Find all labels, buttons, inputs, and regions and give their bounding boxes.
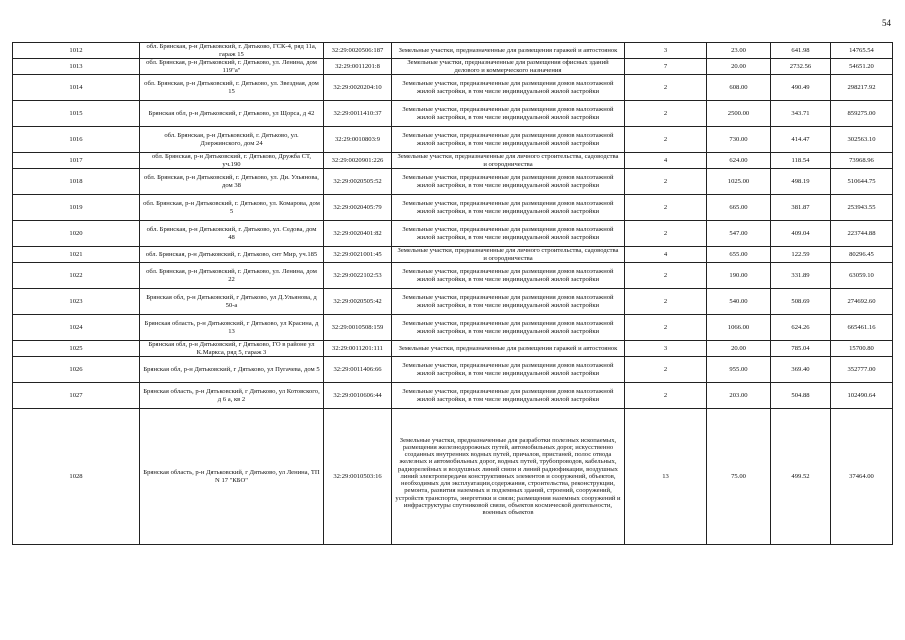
land-use-cell: Земельные участки, предназначенные для размещения домов малоэтажной жилой застройки, в том числе индивидуальной жилой застройки [392,195,625,221]
cadastral-value-cell: 37464.00 [831,409,893,545]
land-use-cell: Земельные участки, предназначенные для размещения гаражей и автостоянок [392,43,625,59]
group-cell: 13 [625,409,707,545]
table-row [13,43,893,59]
group-cell: 4 [625,153,707,169]
row-id: 1026 [13,357,140,383]
table-row [13,59,893,75]
cadastral-number-cell: 32:29:0021001:45 [324,247,392,263]
land-use-cell: Земельные участки, предназначенные для разработки полезных ископаемых, размещения железнодорожных путей, автомобильных дорог, искусственно созданных внутренних водных путей, причалов, пристаней, полос отвода железных и автомобильных дорог, водных путей, трубопроводов, кабельных, радиорелейных и воздушных линий связи и линий радиофикации, воздушных линий электропередачи конструктивных элементов и сооружений, объектов, необходимых для эксплуатации,содержания, строительства, реконструкции, ремонта, развития наземных и подземных зданий, строений, сооружений, устройств транспорта, энергетики и связи; размещения наземных сооружений и инфраструктуры спутниковой связи, объектов космической деятельности, военных объектов [392,409,625,545]
specific-value-cell: 331.89 [771,263,831,289]
table-row [13,341,893,357]
cadastral-value-cell: 274692.60 [831,289,893,315]
cadastral-number-cell: 32:29:0022102:53 [324,263,392,289]
cadastral-number-cell: 32:29:0020505:52 [324,169,392,195]
group-cell: 2 [625,357,707,383]
table-row [13,383,893,409]
cadastral-value-cell: 510644.75 [831,169,893,195]
row-id: 1022 [13,263,140,289]
land-use-cell: Земельные участки, предназначенные для размещения домов малоэтажной жилой застройки, в том числе индивидуальной жилой застройки [392,75,625,101]
cadastral-number-cell: 32:29:0010503:16 [324,409,392,545]
specific-value-cell: 369.40 [771,357,831,383]
cadastral-value-cell: 859275.00 [831,101,893,127]
row-id: 1013 [13,59,140,75]
address-cell: Брянская область, р-н Дятьковский, г Дятьково, ул Красина, д 13 [140,315,324,341]
area-cell: 655.00 [707,247,771,263]
cadastral-number-cell: 32:29:0010606:44 [324,383,392,409]
specific-value-cell: 409.04 [771,221,831,247]
address-cell: Брянская обл, р-н Дятьковский, г Дятьково, ул Щорса, д 42 [140,101,324,127]
address-cell: Брянская обл, р-н Дятьковский, г Дятьково, ГО в районе ул К.Маркса, ряд 5, гараж 3 [140,341,324,357]
address-cell: Брянская область, р-н Дятьковский, г Дятьково, ул Котовского, д 6 а, кв 2 [140,383,324,409]
land-use-cell: Земельные участки, предназначенные для размещения домов малоэтажной жилой застройки, в том числе индивидуальной жилой застройки [392,169,625,195]
cadastral-value-cell: 15700.80 [831,341,893,357]
cadastral-number-cell: 32:29:0020506:187 [324,43,392,59]
land-use-cell: Земельные участки, предназначенные для размещения домов малоэтажной жилой застройки, в том числе индивидуальной жилой застройки [392,221,625,247]
land-use-cell: Земельные участки, предназначенные для размещения домов малоэтажной жилой застройки, в том числе индивидуальной жилой застройки [392,383,625,409]
address-cell: обл. Брянская, р-н Дятьковский, г. Дятьково, снт Мир, уч.185 [140,247,324,263]
table-row [13,195,893,221]
address-cell: обл. Брянская, р-н Дятьковский, г. Дятьково, ул. Ленина, дом 119"а" [140,59,324,75]
address-cell: обл. Брянская, р-н Дятьковский, г. Дятьково, ул. Ленина, дом 22 [140,263,324,289]
group-cell: 2 [625,127,707,153]
table-row [13,263,893,289]
area-cell: 1066.00 [707,315,771,341]
table-row [13,153,893,169]
area-cell: 20.00 [707,341,771,357]
cadastral-value-cell: 298217.92 [831,75,893,101]
cadastral-value-cell: 73968.96 [831,153,893,169]
row-id: 1015 [13,101,140,127]
row-id: 1025 [13,341,140,357]
area-cell: 608.00 [707,75,771,101]
page-number: 54 [882,18,891,28]
row-id: 1028 [13,409,140,545]
group-cell: 2 [625,221,707,247]
specific-value-cell: 381.87 [771,195,831,221]
area-cell: 730.00 [707,127,771,153]
area-cell: 665.00 [707,195,771,221]
area-cell: 955.00 [707,357,771,383]
address-cell: обл. Брянская, р-н Дятьковский, г. Дятьково, ул. Ди. Ульянова, дом 38 [140,169,324,195]
row-id: 1016 [13,127,140,153]
area-cell: 190.00 [707,263,771,289]
specific-value-cell: 508.69 [771,289,831,315]
cadastral-value-cell: 352777.00 [831,357,893,383]
specific-value-cell: 2732.56 [771,59,831,75]
specific-value-cell: 498.19 [771,169,831,195]
group-cell: 2 [625,315,707,341]
group-cell: 3 [625,43,707,59]
row-id: 1020 [13,221,140,247]
specific-value-cell: 118.54 [771,153,831,169]
specific-value-cell: 504.88 [771,383,831,409]
cadastral-value-cell: 302563.10 [831,127,893,153]
specific-value-cell: 414.47 [771,127,831,153]
area-cell: 203.00 [707,383,771,409]
table-row [13,357,893,383]
table-row [13,315,893,341]
cadastral-number-cell: 32:29:0020505:42 [324,289,392,315]
cadastral-value-cell: 80296.45 [831,247,893,263]
address-cell: обл. Брянская, р-н Дятьковский, г. Дятьково, ул. Комарова, дом 5 [140,195,324,221]
group-cell: 2 [625,195,707,221]
area-cell: 540.00 [707,289,771,315]
cadastral-number-cell: 32:29:0010508:159 [324,315,392,341]
land-use-cell: Земельные участки, предназначенные для размещения домов малоэтажной жилой застройки, в том числе индивидуальной жилой застройки [392,357,625,383]
address-cell: обл. Брянская, р-н Дятьковский, г. Дятьково, ул. Седова, дом 48 [140,221,324,247]
specific-value-cell: 122.59 [771,247,831,263]
group-cell: 2 [625,169,707,195]
specific-value-cell: 641.98 [771,43,831,59]
area-cell: 1025.00 [707,169,771,195]
table-row [13,169,893,195]
group-cell: 3 [625,341,707,357]
cadastral-number-cell: 32:29:0020401:82 [324,221,392,247]
row-id: 1018 [13,169,140,195]
cadastral-number-cell: 32:29:0011406:66 [324,357,392,383]
cadastral-number-cell: 32:29:0010803:9 [324,127,392,153]
row-id: 1019 [13,195,140,221]
group-cell: 2 [625,383,707,409]
cadastral-value-table [12,42,893,545]
cadastral-number-cell: 32:29:0020405:79 [324,195,392,221]
area-cell: 2500.00 [707,101,771,127]
table-row [13,409,893,545]
row-id: 1021 [13,247,140,263]
address-cell: Брянская обл, р-н Дятьковский, г Дятьково, ул Д.Ульянова, д 50-а [140,289,324,315]
area-cell: 75.00 [707,409,771,545]
land-use-cell: Земельные участки, предназначенные для размещения домов малоэтажной жилой застройки, в том числе индивидуальной жилой застройки [392,127,625,153]
row-id: 1017 [13,153,140,169]
address-cell: обл. Брянская, р-н Дятьковский, г. Дятьково, ул. Дзержинского, дом 24 [140,127,324,153]
land-use-cell: Земельные участки, предназначенные для размещения домов малоэтажной жилой застройки, в том числе индивидуальной жилой застройки [392,315,625,341]
land-use-cell: Земельные участки, предназначенные для размещения гаражей и автостоянок [392,341,625,357]
land-use-cell: Земельные участки, предназначенные для размещения домов малоэтажной жилой застройки, в том числе индивидуальной жилой застройки [392,101,625,127]
cadastral-number-cell: 32:29:0011201:8 [324,59,392,75]
cadastral-number-cell: 32:29:0020204:10 [324,75,392,101]
cadastral-value-cell: 14765.54 [831,43,893,59]
group-cell: 2 [625,263,707,289]
land-use-cell: Земельные участки, предназначенные для личного строительства, садоводства и огородничества [392,153,625,169]
group-cell: 2 [625,75,707,101]
row-id: 1024 [13,315,140,341]
cadastral-value-cell: 665461.16 [831,315,893,341]
land-use-cell: Земельные участки, предназначенные для размещения домов малоэтажной жилой застройки, в том числе индивидуальной жилой застройки [392,289,625,315]
address-cell: обл. Брянская, р-н Дятьковский, г. Дятьково, ул. Звездная, дом 15 [140,75,324,101]
group-cell: 2 [625,101,707,127]
row-id: 1012 [13,43,140,59]
cadastral-value-cell: 63059.10 [831,263,893,289]
table-row [13,127,893,153]
group-cell: 2 [625,289,707,315]
area-cell: 20.00 [707,59,771,75]
cadastral-number-cell: 32:29:0020901:226 [324,153,392,169]
land-use-cell: Земельные участки, предназначенные для размещения домов малоэтажной жилой застройки, в том числе индивидуальной жилой застройки [392,263,625,289]
area-cell: 23.00 [707,43,771,59]
cadastral-value-cell: 102490.64 [831,383,893,409]
cadastral-number-cell: 32:29:0011201:111 [324,341,392,357]
address-cell: обл. Брянская, р-н Дятьковский, г. Дятьково, ГСК-4, ряд 11а, гараж 15 [140,43,324,59]
group-cell: 4 [625,247,707,263]
area-cell: 624.00 [707,153,771,169]
land-use-cell: Земельные участки, предназначенные для размещения офисных зданий делового и коммерческого назначения [392,59,625,75]
specific-value-cell: 490.49 [771,75,831,101]
row-id: 1027 [13,383,140,409]
table-body [13,43,893,545]
specific-value-cell: 624.26 [771,315,831,341]
cadastral-number-cell: 32:29:0011410:37 [324,101,392,127]
specific-value-cell: 343.71 [771,101,831,127]
table-row [13,221,893,247]
table-row [13,101,893,127]
table-row [13,75,893,101]
table-row [13,289,893,315]
cadastral-value-cell: 253943.55 [831,195,893,221]
group-cell: 7 [625,59,707,75]
table-row [13,247,893,263]
row-id: 1014 [13,75,140,101]
address-cell: обл. Брянская, р-н Дятьковский, г. Дятьково, Дружба СТ, уч.190 [140,153,324,169]
cadastral-value-cell: 223744.88 [831,221,893,247]
row-id: 1023 [13,289,140,315]
specific-value-cell: 499.52 [771,409,831,545]
specific-value-cell: 785.04 [771,341,831,357]
address-cell: Брянская область, р-н Дятьковский, г Дятьково, ул Ленина, ТП N 17 "КБО" [140,409,324,545]
land-use-cell: Земельные участки, предназначенные для личного строительства, садоводства и огородничества [392,247,625,263]
cadastral-value-cell: 54651.20 [831,59,893,75]
area-cell: 547.00 [707,221,771,247]
address-cell: Брянская обл, р-н Дятьковский, г Дятьково, ул Пугачева, дом 5 [140,357,324,383]
